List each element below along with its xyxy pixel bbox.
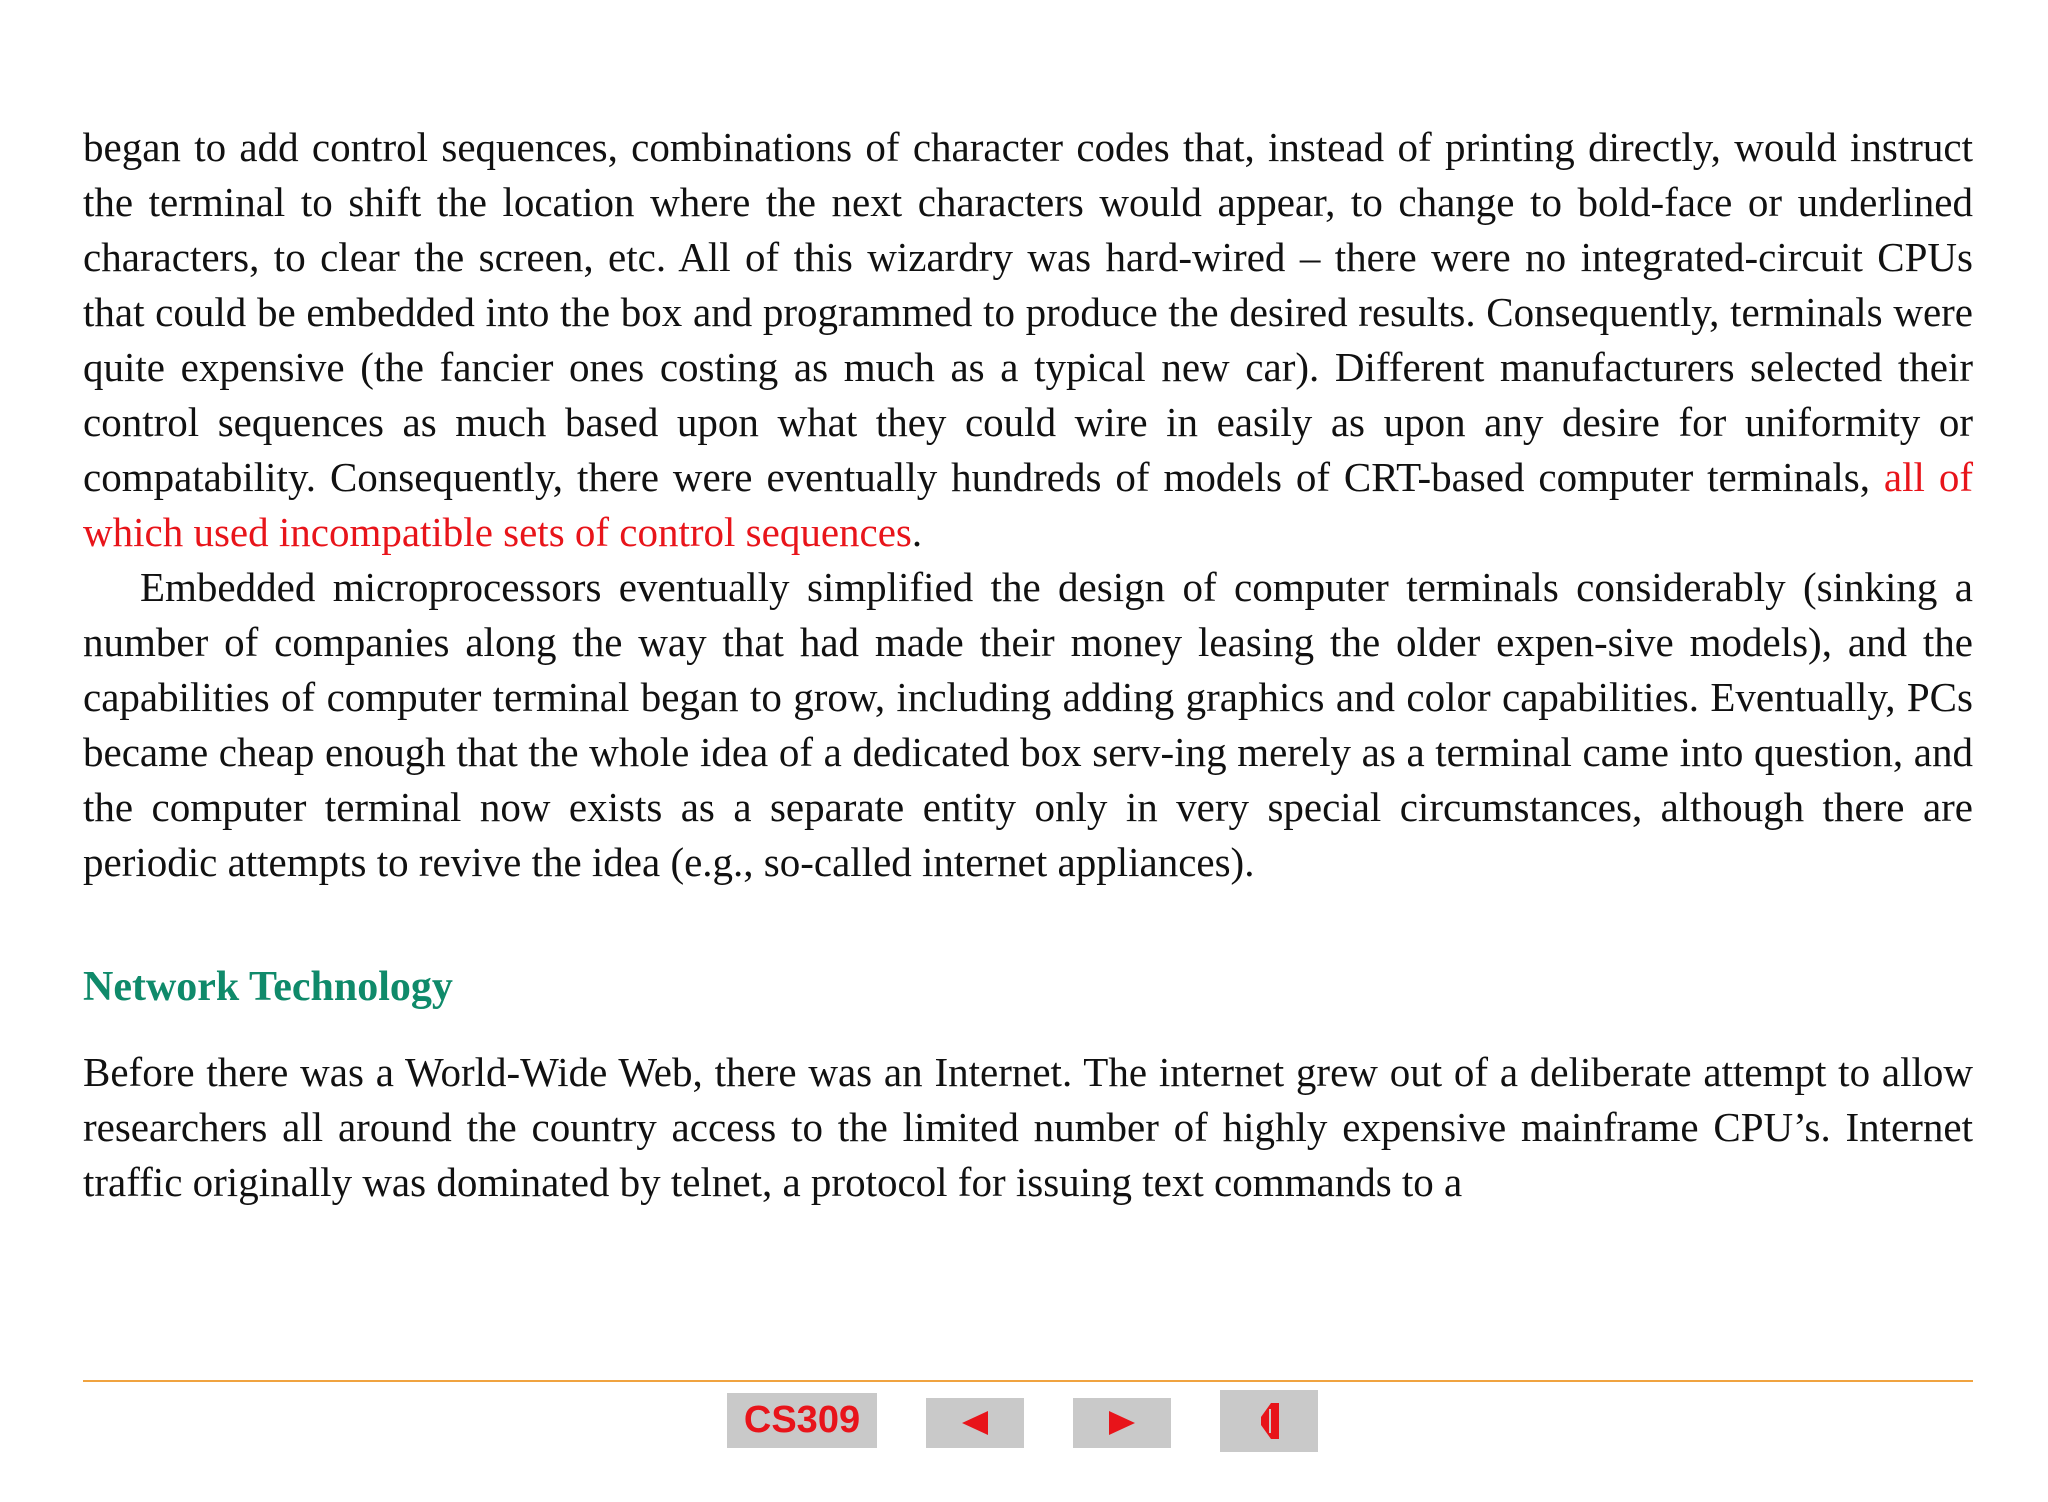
return-button[interactable] <box>1220 1390 1318 1452</box>
paragraph-text: began to add control sequences, combinations of character codes that, instead of printing directly, would instruct the terminal to shift the location where the next characters would appear, to change to bold-face or underlined characters, to clear the screen, etc. All of this wizardry was hard-wired – there were no integrated-circuit CPUs that could be embedded into the box and programmed to produce the desired results. Consequently, terminals were quite expensive (the fancier ones costing as much as a typical new car). Different manufacturers selected their control sequences as much based upon what they could wire in easily as upon any desire for uniformity or compatability. Consequently, there were eventually hundreds of models of CRT-based computer terminals, <box>83 124 1973 500</box>
left-triangle-icon <box>960 1409 990 1437</box>
previous-page-button[interactable] <box>926 1398 1024 1448</box>
course-label: CS309 <box>743 1399 861 1441</box>
paragraph-internet: Before there was a World-Wide Web, there was an Internet. The internet grew out of a deliberate attempt to allow researchers all around the country access to the limited number of highly expensive mainframe CPU’s. Internet traffic originally was dominated by telnet, a protocol for issuing text commands to a <box>83 1049 1973 1205</box>
paragraph-microprocessors: Embedded microprocessors eventually simplified the design of computer terminals considerably (sinking a number of companies along the way that had made their money leasing the older expen-sive models), and the capabilities of computer terminal began to grow, including adding graphics and color capabilities. Eventually, PCs became cheap enough that the whole idea of a dedicated box serv-ing merely as a terminal came into question, and the computer terminal now exists as a separate entity only in very special circumstances, although there are periodic attempts to revive the idea (e.g., so-called internet appliances). <box>83 564 1973 885</box>
document-body <box>83 120 1973 1210</box>
navigation-bar <box>0 1390 2048 1460</box>
footer-divider <box>83 1380 1973 1382</box>
paragraph-control-sequences <box>83 120 1973 560</box>
paragraph-text-end: . <box>911 509 923 555</box>
course-home-button[interactable] <box>727 1393 877 1448</box>
return-icon <box>1257 1401 1281 1441</box>
highlighted-text: all of which used incompatible sets of control sequences <box>83 454 1973 555</box>
section-heading: Network Technology <box>83 964 453 1010</box>
next-page-button[interactable] <box>1073 1398 1171 1448</box>
right-triangle-icon <box>1107 1409 1137 1437</box>
